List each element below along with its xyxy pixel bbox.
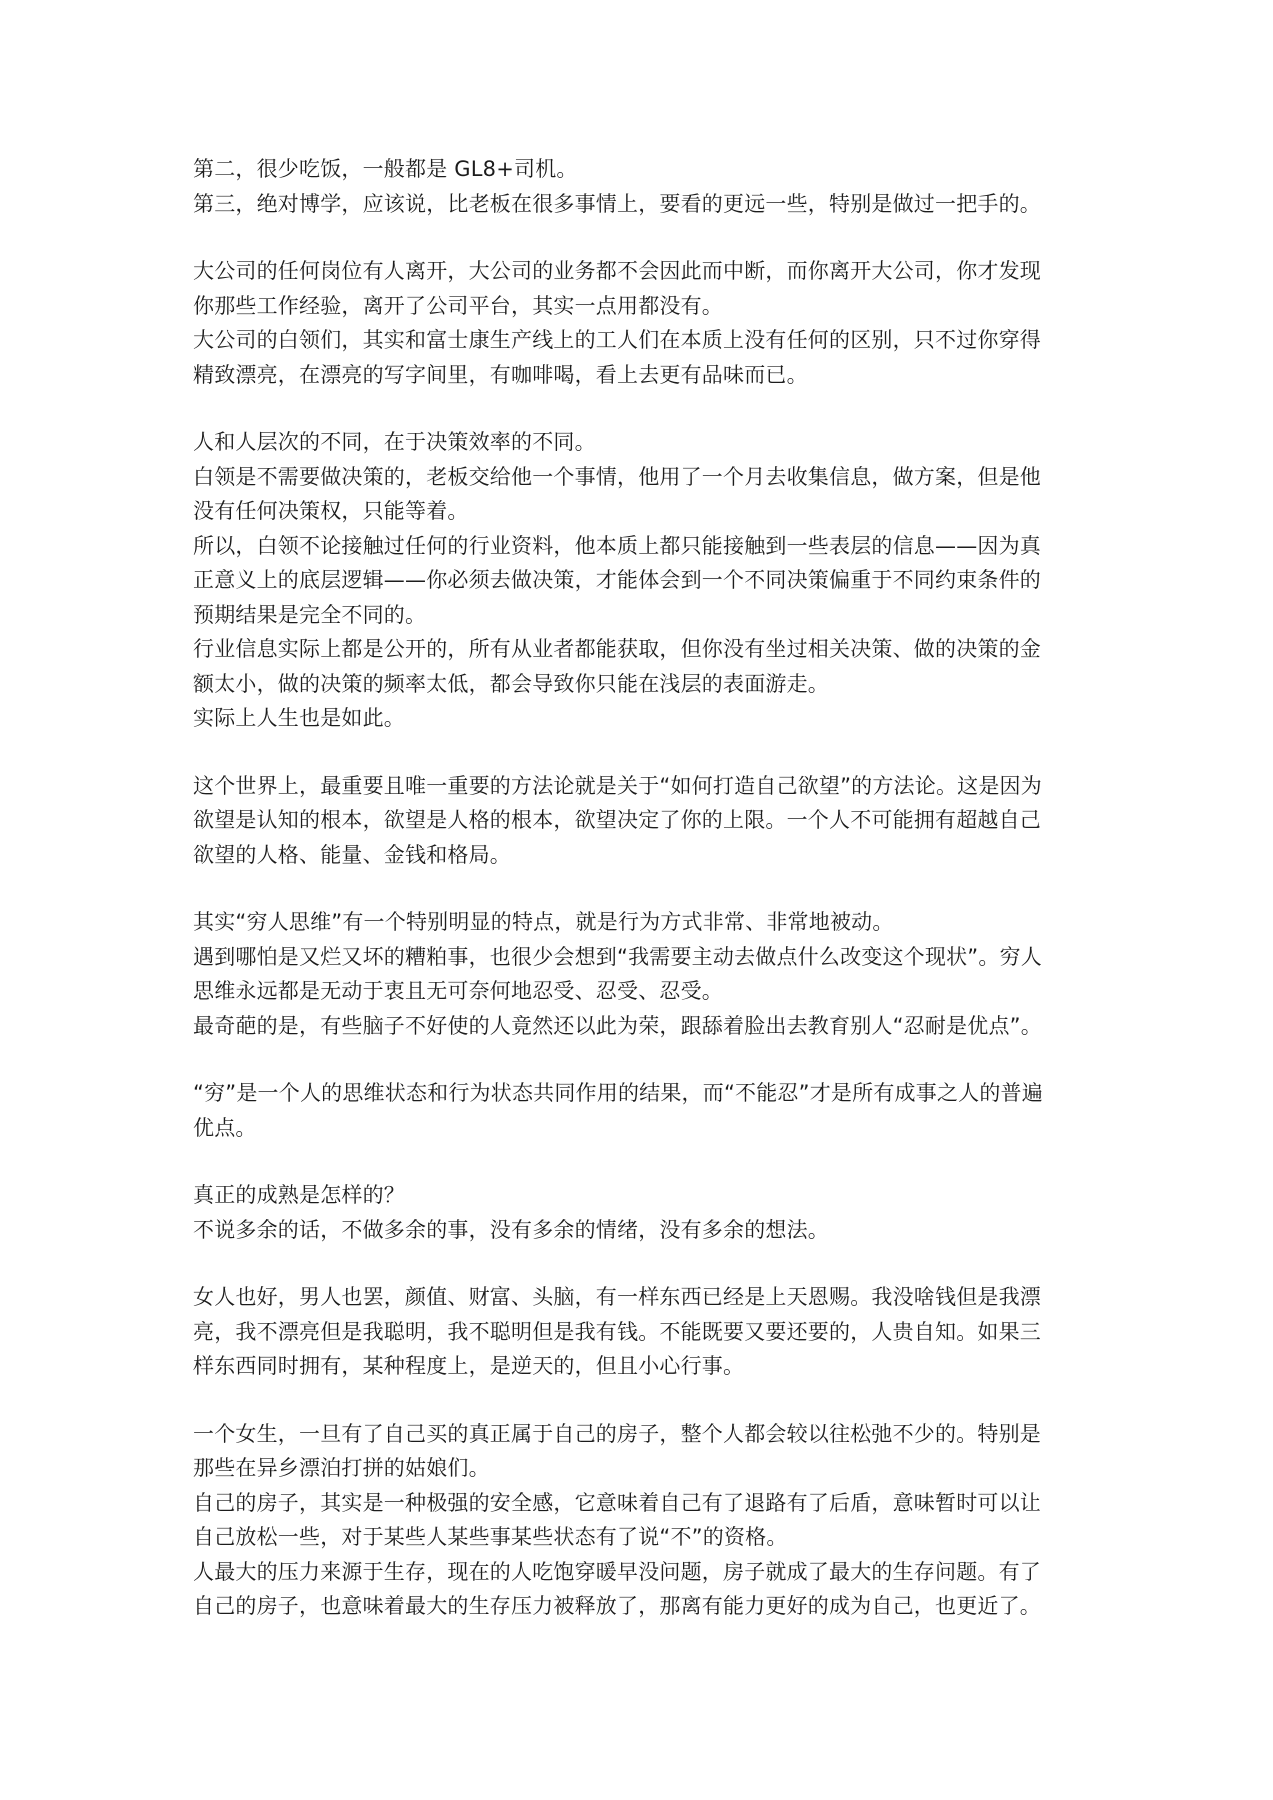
text-line: 自己的房子，其实是一种极强的安全感，它意味着自己有了退路有了后盾，意味暂时可以让 bbox=[193, 1490, 1041, 1515]
paragraph bbox=[193, 1178, 1085, 1247]
text-line: 优点。 bbox=[193, 1115, 257, 1140]
text-line: 第三，绝对博学，应该说，比老板在很多事情上，要看的更远一些，特别是做过一把手的。 bbox=[193, 191, 1041, 216]
text-line: 大公司的任何岗位有人离开，大公司的业务都不会因此而中断，而你离开大公司，你才发现 bbox=[193, 259, 1041, 283]
text-line: 这个世界上，最重要且唯一重要的方法论就是关于“如何打造自己欲望”的方法论。这是因为 bbox=[193, 773, 1042, 798]
text-line: 精致漂亮，在漂亮的写字间里，有咖啡喝，看上去更有品味而已。 bbox=[193, 362, 808, 387]
paragraph bbox=[193, 1280, 1085, 1384]
text-line: 真正的成熟是怎样的？ bbox=[193, 1183, 405, 1207]
text-line: 你那些工作经验，离开了公司平台，其实一点用都没有。 bbox=[193, 293, 723, 318]
text-line: 所以，白领不论接触过任何的行业资料，他本质上都只能接触到一些表层的信息——因为真 bbox=[193, 533, 1041, 558]
text-line: 自己放松一些，对于某些人某些事某些状态有了说“不”的资格。 bbox=[193, 1525, 788, 1549]
text-line: 自己的房子，也意味着最大的生存压力被释放了，那离有能力更好的成为自己，也更近了。 bbox=[193, 1594, 1041, 1618]
text-line: 样东西同时拥有，某种程度上，是逆天的，但且小心行事。 bbox=[193, 1354, 745, 1378]
text-line: 那些在异乡漂泊打拼的姑娘们。 bbox=[193, 1456, 490, 1480]
text-line: 最奇葩的是，有些脑子不好使的人竟然还以此为荣，跟舔着脸出去教育别人“忍耐是优点”。 bbox=[193, 1013, 1042, 1038]
paragraph bbox=[193, 769, 1085, 873]
text-line: 人最大的压力来源于生存，现在的人吃饱穿暖早没问题，房子就成了最大的生存问题。有了 bbox=[193, 1559, 1041, 1584]
text-line: 正意义上的底层逻辑——你必须去做决策，才能体会到一个不同决策偏重于不同约束条件的 bbox=[193, 568, 1041, 592]
text-line: 预期结果是完全不同的。 bbox=[193, 602, 427, 627]
text-line: 其实“穷人思维”有一个特别明显的特点，就是行为方式非常、非常地被动。 bbox=[193, 910, 894, 934]
paragraph bbox=[193, 425, 1085, 736]
text-line: 白领是不需要做决策的，老板交给他一个事情，他用了一个月去收集信息，做方案，但是他 bbox=[193, 464, 1041, 489]
text-line: 一个女生，一旦有了自己买的真正属于自己的房子，整个人都会较以往松弛不少的。特别是 bbox=[193, 1421, 1041, 1446]
text-line: 行业信息实际上都是公开的，所有从业者都能获取，但你没有坐过相关决策、做的决策的金 bbox=[193, 637, 1041, 661]
text-line: 第二，很少吃饭，一般都是 GL8+司机。 bbox=[193, 157, 578, 181]
text-line: 遇到哪怕是又烂又坏的糟粕事，也很少会想到“我需要主动去做点什么改变这个现状”。穷人 bbox=[193, 944, 1042, 969]
paragraph bbox=[193, 152, 1085, 221]
text-line: 大公司的白领们，其实和富士康生产线上的工人们在本质上没有任何的区别，只不过你穿得 bbox=[193, 328, 1041, 352]
paragraph bbox=[193, 254, 1085, 392]
text-line: 女人也好，男人也罢，颜值、财富、头脑，有一样东西已经是上天恩赐。我没啥钱但是我漂 bbox=[193, 1285, 1041, 1309]
text-line: 实际上人生也是如此。 bbox=[193, 706, 405, 730]
text-line: 欲望的人格、能量、金钱和格局。 bbox=[193, 842, 511, 867]
text-line: 额太小，做的决策的频率太低，都会导致你只能在浅层的表面游走。 bbox=[193, 671, 829, 696]
paragraph bbox=[193, 1417, 1085, 1624]
text-line: “穷”是一个人的思维状态和行为状态共同作用的结果，而“不能忍”才是所有成事之人的普遍 bbox=[193, 1081, 1043, 1105]
text-line: 不说多余的话，不做多余的事，没有多余的情绪，没有多余的想法。 bbox=[193, 1217, 829, 1242]
paragraph bbox=[193, 1076, 1085, 1145]
text-line: 人和人层次的不同，在于决策效率的不同。 bbox=[193, 430, 596, 454]
text-line: 没有任何决策权，只能等着。 bbox=[193, 499, 469, 523]
text-line: 欲望是认知的根本，欲望是人格的根本，欲望决定了你的上限。一个人不可能拥有超越自己 bbox=[193, 808, 1041, 832]
text-line: 思维永远都是无动于衷且无可奈何地忍受、忍受、忍受。 bbox=[193, 979, 723, 1003]
text-line: 亮，我不漂亮但是我聪明，我不聪明但是我有钱。不能既要又要还要的，人贵自知。如果三 bbox=[193, 1319, 1041, 1344]
paragraph bbox=[193, 905, 1085, 1043]
document-body bbox=[193, 152, 1085, 1657]
